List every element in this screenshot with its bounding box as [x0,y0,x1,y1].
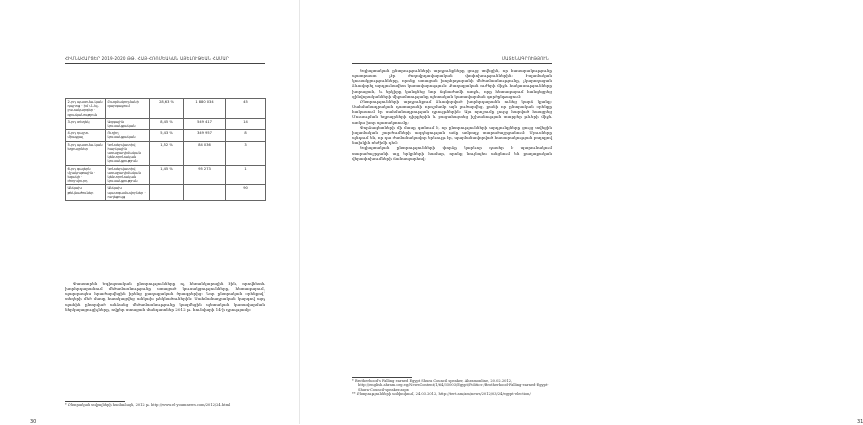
table-cell: Անկախ պատգամավորներ · ուղեցույց [106,185,150,201]
running-head-left: ՀԻՄՆԱՀԱՐՑԵՐ 2019-2020 ԹԹ. ՀԱՅ-ՀՌՈՄԵԱԿԱՆ ԱՅԵԼՈՒԹԵԱՆ ՀԱՄԱՐ [65,56,229,61]
footnote: ** Ընտրությունների ամփոփում, 24.03.2012, http://tert.am/am/news/2012/03/24/egypt-election/ [352,392,531,397]
paragraph: Ընտրությունների արդյունքում ձևավորված խորհրդարանն ունեց կարճ կյանք։ Սահմանադրական դատարանի որոշմամբ այն լուծարվեց, քանի որ ընտրական օրենքը հակասում էր սահմանադրության դրույթներին։ Այս որոշումը լուրջ հարված հասցրեց Մուսուլման եղբայրների դիրքերին և բացահայտեց իշխանության տարբեր թևերի միջև առկա խոր պառակտումը։ [352,98,552,125]
footnote-rule-right [352,377,412,378]
footnote: * Ընտրական տվյալների համաձայն, 2012 թ. http://www.el-youmnews.com/2012/24.html [65,403,231,407]
table-cell [184,185,226,201]
table-cell [150,185,184,201]
header-rule-left [65,63,265,64]
table-cell: 1,52 % [150,141,184,165]
table-cell: 8 [226,130,266,141]
paragraph: Եգիպտական ընտրությունների արդյունքները ցույց տվեցին, որ հասարակությունը պատրաստ չէր ժողովրդավարական փոփոխություններին։ Իսլամական կուսակցությունները, որոնք ստացան խորհրդարանի մեծամասնությունը, չկարողացան ձևավորել արդյունավետ կառավարություն։ Քաղաքական ուժերի միջև հակասությունները խորացան, և երկիրը կանգնեց նոր ճգնաժամի առջև, որը հետագայում հանգեցրեց զինվորականների միջամտությանը պետական կառավարման գործընթացում։ [352,68,552,99]
table-cell: 2-րդ պատմա-կան դպրոց · իմ մ--ել-լուսակարգեր · գրականություն [66,99,106,119]
table-cell: 45 [226,99,266,119]
table-row [66,185,266,201]
left-body-text [65,281,265,312]
table-cell: 84 036 [184,141,226,165]
table-cell: 8,45 % [150,118,184,129]
election-results-table [65,98,266,201]
right-body-text [352,68,552,161]
running-head-right: ՄԱՏԵՆԱԳՐՈՒԹՅՈՒՆ [501,56,549,61]
table-cell: 3-րդ տեղեկ [66,118,106,129]
table-cell: Ուղիղ կուսակցական [106,130,150,141]
table-row [66,141,266,165]
table-cell: 28,63 % [150,99,184,119]
table-cell: Անկախ թեկնածուներ [66,185,106,201]
paragraph: Եգիպտական ընտրությունների փորձը կարևոր դասեր է պարունակում տարածաշրջանի այլ երկրների համար, որոնք նույնպես անցնում են քաղաքական վերափոխումների ճանապարհով։ [352,145,552,161]
table-cell: 549 417 [184,118,226,129]
footnote-rule-left [65,401,125,402]
table-cell: Կոնսերվատիվ առաջադիմական կենտրոնական կուսակցություն [106,165,150,185]
table-cell: 95 273 [184,165,226,185]
footnotes-left [65,403,265,407]
table-row [66,99,266,119]
paragraph: Փորձագետների մի մասը գտնում է, որ ընտրությունների արդյունքները ցույց տվեցին իսլամական շարժումների ազդեցության աճը ամբողջ տարածաշրջանում։ Մյուսները պնդում են, որ դա ժամանակավոր երևույթ էր, պայմանավորված հասարակության բողոքով նախկին ռեժիմի դեմ։ [352,124,552,146]
table-cell: 90 [226,185,266,201]
table-cell: 14 [226,118,266,129]
table-cell: 5,43 % [150,130,184,141]
table-row [66,165,266,185]
table-cell: 1,45 % [150,165,184,185]
table-cell: Կոնսերվատիվ հարկային առաջադիմական կենտրոնական կուսակցություն [106,141,150,165]
table-cell: Ազգային կուսակցական [106,118,150,129]
page-number-right: 31 [857,419,863,425]
left-page [0,0,300,424]
right-page [300,0,863,425]
table-cell: 6-րդ գալերն մշակութային · եզակի · ժողովուրդ [66,165,106,185]
table-cell: 349 957 [184,130,226,141]
table-row [66,130,266,141]
footnote: * Brotherhood's Falling earned Egypt Shura Council speaker, Ahramonline, 20.02.2012, http://english.ahram.org.eg/NewsContent/1/64/35003/Egypt/Politics-/Brotherhood-Falling-earned-Egypt-Shura-Council-speaker.aspx [352,379,549,392]
table-row [66,118,266,129]
page-number-left: 30 [30,419,37,425]
table-cell: 1 880 034 [184,99,226,119]
table-cell: 5-րդ պատմա-կան եղբայրներ [66,141,106,165]
paragraph: Փաստորեն Եգիպտական ընտրությունները ոչ հեռանկարային էին, որովհետև խորհրդարանում մեծամասնությունը ստացած կուսակցությունները, հետագայում, պարզապես հրաժարվեցին իրենց քաղաքական ծրագրերից։ Նոր ընտրական օրենքով՝ տեղերի մեծ մասը հատկացվեց անկախ թեկնածուներին։ Սահմանադրական կարգով այդ պահին ընտրված անձանց մեծամասնությունը կազմեցին պետական կառավարման ներկայացուցիչները, ովքեր ստացան մանդատներ 2012 թ. հունվարի 14-ի դրությամբ։ [65,281,265,312]
table-cell: 1 [226,165,266,185]
footnotes-right [352,379,552,397]
table-cell: 3 [226,141,266,165]
table-cell: 4-րդ դաշտ. միացյալ [66,130,106,141]
table-cell: Բազմակողմանի զարգացում [106,99,150,119]
header-rule-right [352,63,552,64]
